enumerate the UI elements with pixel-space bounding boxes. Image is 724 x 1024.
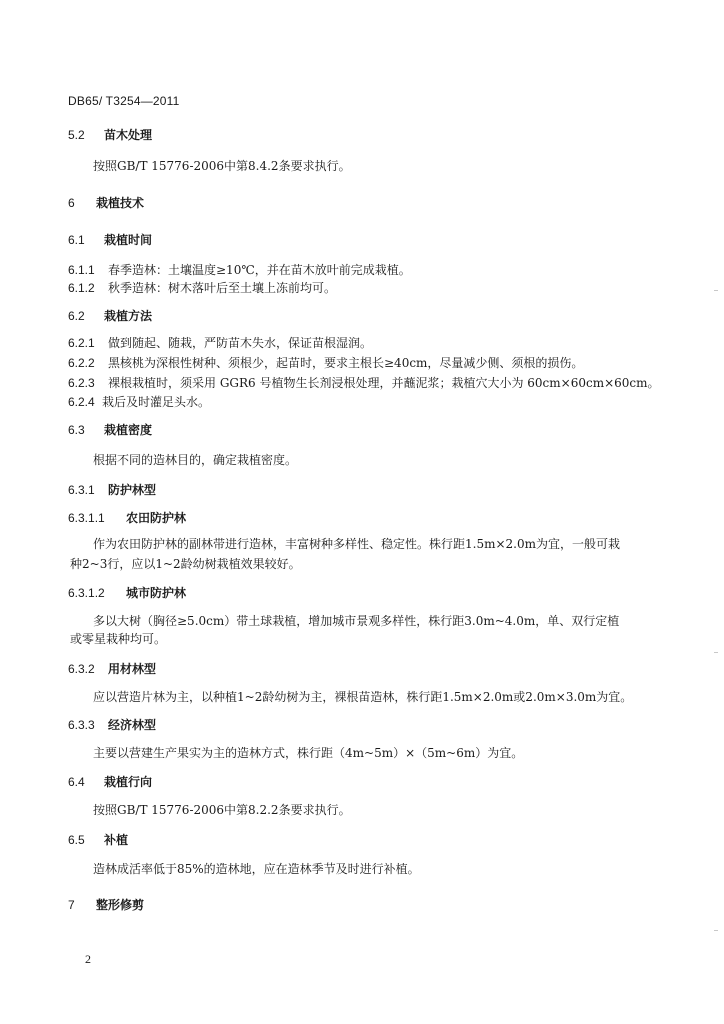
- section-heading-6-3: [68, 421, 152, 438]
- paragraph: 应以营造片林为主，以种植1~2龄幼树为主，裸根苗造林，株行距1.5m×2.0m或2.0m×3.0m为宜。: [93, 690, 633, 704]
- section-title: 用材林型: [108, 662, 157, 676]
- document-code: DB65/ T3254—2011: [68, 94, 180, 108]
- section-title: 栽植技术: [96, 196, 145, 210]
- section-number: 6.3: [68, 423, 85, 437]
- paragraph: 主要以营建生产果实为主的造林方式，株行距（4m~5m）×（5m~6m）为宜。: [93, 746, 524, 760]
- section-heading-6-2: [68, 307, 152, 324]
- section-heading-6-3-1-1: [68, 509, 186, 526]
- section-heading-6: [68, 194, 144, 211]
- clause-number: 6.2.3: [68, 376, 95, 390]
- clause-6-2-4: [68, 393, 210, 410]
- clause-text: 春季造林：土壤温度≥10℃，并在苗木放叶前完成栽植。: [108, 263, 411, 277]
- clause-number: 6.2.2: [68, 356, 95, 370]
- section-number: 6.1: [68, 233, 85, 247]
- scan-artifact: [714, 652, 718, 653]
- section-heading-6-3-3: [68, 716, 156, 733]
- section-number: 6.4: [68, 775, 85, 789]
- paragraph-line: 多以大树（胸径≥5.0cm）带土球栽植，增加城市景观多样性，株行距3.0m~4.0m，单、双行定植: [93, 614, 620, 628]
- paragraph: 按照GB/T 15776-2006中第8.4.2条要求执行。: [93, 159, 351, 173]
- clause-text: 秋季造林：树木落叶后至土壤上冻前均可。: [108, 281, 337, 295]
- section-number: 5.2: [68, 128, 85, 142]
- clause-text: 裸根栽植时，须采用 GGR6 号植物生长剂浸根处理，并蘸泥浆；栽植穴大小为 60cm×60cm×60cm。: [108, 376, 660, 390]
- paragraph: 造林成活率低于85%的造林地，应在造林季节及时进行补植。: [93, 862, 420, 876]
- section-title: 补植: [104, 833, 129, 847]
- section-number: 6.3.2: [68, 662, 95, 676]
- section-title: 苗木处理: [104, 128, 153, 142]
- section-title: 农田防护林: [126, 511, 187, 525]
- section-title: 城市防护林: [126, 586, 187, 600]
- paragraph-line: 或零星栽种均可。: [70, 632, 167, 646]
- section-heading-6-3-1-2: [68, 584, 186, 601]
- page-number: 2: [85, 952, 91, 966]
- section-heading-5-2: [68, 126, 152, 143]
- section-heading-6-3-2: [68, 660, 156, 677]
- clause-6-2-2: [68, 354, 583, 371]
- section-title: 经济林型: [108, 718, 157, 732]
- section-heading-6-3-1: [68, 481, 156, 498]
- clause-text: 做到随起、随栽，严防苗木失水，保证苗根湿润。: [108, 336, 373, 350]
- section-title: 栽植密度: [104, 423, 153, 437]
- section-heading-7: [68, 896, 144, 913]
- clause-text: 栽后及时灌足头水。: [102, 395, 211, 409]
- section-number: 6.3.1.2: [68, 586, 105, 600]
- paragraph: 根据不同的造林目的，确定栽植密度。: [93, 453, 298, 467]
- section-title: 栽植时间: [104, 233, 153, 247]
- section-number: 6.3.1: [68, 483, 95, 497]
- section-title: 防护林型: [108, 483, 157, 497]
- clause-6-1-1: [68, 261, 411, 278]
- section-number: 6.3.1.1: [68, 511, 105, 525]
- section-title: 栽植方法: [104, 309, 153, 323]
- section-heading-6-5: [68, 831, 128, 848]
- section-title: 栽植行向: [104, 775, 153, 789]
- clause-number: 6.1.2: [68, 281, 95, 295]
- section-heading-6-4: [68, 773, 152, 790]
- clause-6-2-1: [68, 334, 372, 351]
- paragraph-line: 作为农田防护林的副林带进行造林，丰富树种多样性、稳定性。株行距1.5m×2.0m为宜，一般可栽: [93, 537, 620, 551]
- section-number: 6.5: [68, 833, 85, 847]
- scan-artifact: [714, 930, 718, 931]
- section-number: 6: [68, 196, 75, 210]
- section-number: 7: [68, 898, 75, 912]
- section-number: 6.2: [68, 309, 85, 323]
- clause-number: 6.2.1: [68, 336, 95, 350]
- clause-number: 6.1.1: [68, 263, 95, 277]
- section-number: 6.3.3: [68, 718, 95, 732]
- clause-text: 黑核桃为深根性树种、须根少，起苗时，要求主根长≥40cm，尽量减少侧、须根的损伤。: [108, 356, 584, 370]
- clause-number: 6.2.4: [68, 395, 95, 409]
- clause-6-2-3: [68, 374, 660, 391]
- paragraph: 按照GB/T 15776-2006中第8.2.2条要求执行。: [93, 803, 351, 817]
- clause-6-1-2: [68, 279, 336, 296]
- section-heading-6-1: [68, 231, 152, 248]
- scan-artifact: [714, 290, 718, 291]
- paragraph-line: 种2~3行，应以1~2龄幼树栽植效果较好。: [70, 557, 301, 571]
- section-title: 整形修剪: [96, 898, 145, 912]
